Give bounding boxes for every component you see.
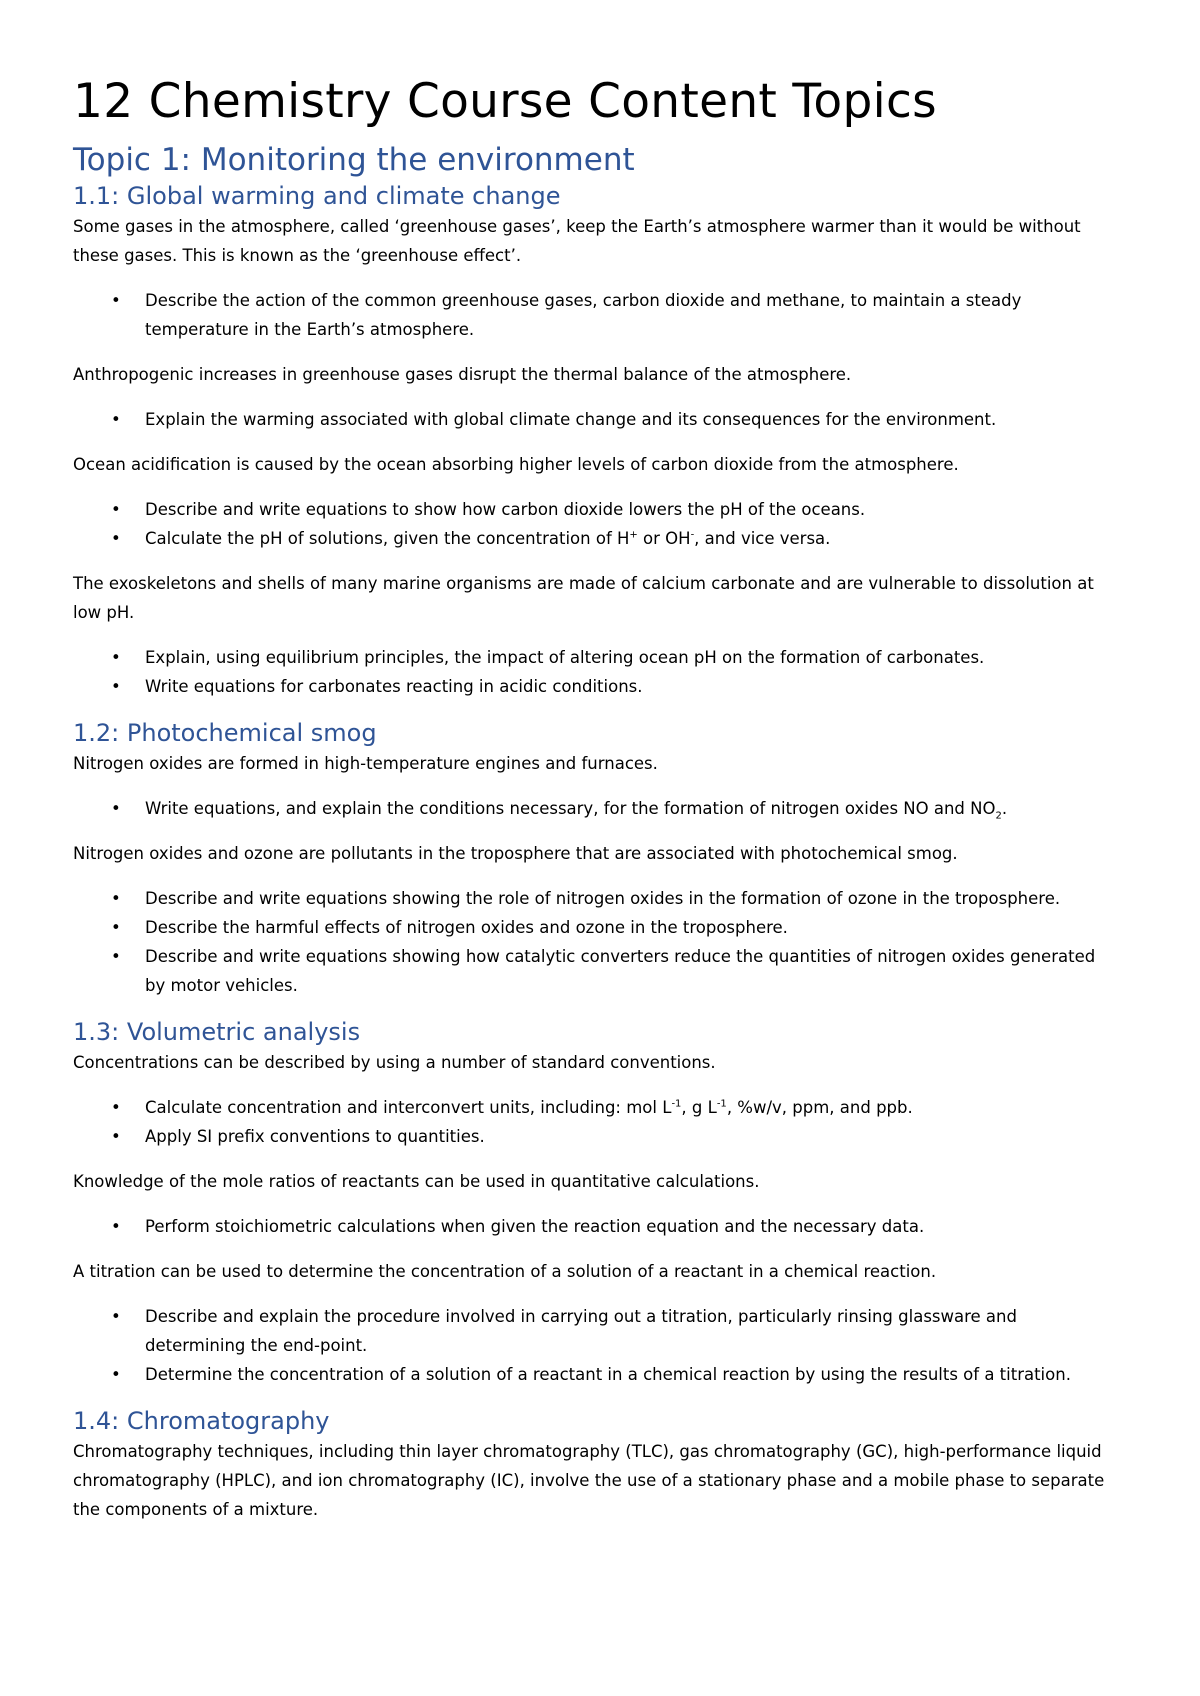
bullet-list (73, 794, 1120, 823)
paragraph: Ocean acidification is caused by the ocean absorbing higher levels of carbon dioxide from the atmosphere. (73, 455, 959, 474)
list-item (145, 1093, 1120, 1122)
list-item: • Explain, using equilibrium principles, the impact of altering ocean pH on the formation of carbonates. (145, 643, 1120, 672)
list-item: • Determine the concentration of a solution of a reactant in a chemical reaction by using the results of a titration. (145, 1360, 1120, 1389)
bullet-list (73, 286, 1120, 344)
list-item (145, 794, 1120, 823)
subscript: 2 (995, 810, 1002, 822)
list-item: • Describe the harmful effects of nitrogen oxides and ozone in the troposphere. (145, 913, 1120, 942)
bullet-list (73, 1302, 1120, 1389)
text-run: Calculate concentration and interconvert units, including: mol L (145, 1098, 672, 1117)
bullet-list (73, 1093, 1120, 1151)
list-item: • Explain the warming associated with global climate change and its consequences for the environment. (145, 405, 1120, 434)
superscript: + (629, 529, 638, 541)
paragraph: Anthropogenic increases in greenhouse gases disrupt the thermal balance of the atmosphere. (73, 365, 852, 384)
topic-1-heading: Topic 1: Monitoring the environment (73, 142, 635, 178)
list-item: • Describe and write equations to show how carbon dioxide lowers the pH of the oceans. (145, 495, 1120, 524)
bullet-list (73, 495, 1120, 553)
superscript: -1 (671, 1098, 682, 1110)
text-run: , g L (681, 1098, 717, 1117)
bullet-list (73, 643, 1120, 701)
superscript: -1 (716, 1098, 727, 1110)
document-title: 12 Chemistry Course Content Topics (73, 74, 937, 129)
section-1-2-heading: 1.2: Photochemical smog (73, 719, 377, 747)
bullet-list (73, 1212, 1120, 1241)
list-item (145, 524, 1120, 553)
paragraph: Chromatography techniques, including thin layer chromatography (TLC), gas chromatography (GC), high-performance liquid chromatography (HPLC), and ion chromatography (IC), involve the use of a stationary phase and a mobile phase to separate the components of a mixture. (73, 1442, 1105, 1519)
paragraph: Knowledge of the mole ratios of reactants can be used in quantitative calculations. (73, 1172, 760, 1191)
paragraph: Concentrations can be described by using a number of standard conventions. (73, 1053, 716, 1072)
list-item: • Apply SI prefix conventions to quantities. (145, 1122, 1120, 1151)
list-item: • Describe and explain the procedure involved in carrying out a titration, particularly rinsing glassware and determining the end-point. (145, 1302, 1120, 1360)
paragraph: Nitrogen oxides and ozone are pollutants in the troposphere that are associated with photochemical smog. (73, 844, 958, 863)
section-1-3-heading: 1.3: Volumetric analysis (73, 1018, 361, 1046)
text-run: or OH (637, 529, 691, 548)
section-1-4-heading: 1.4: Chromatography (73, 1407, 330, 1435)
list-item: • Describe the action of the common greenhouse gases, carbon dioxide and methane, to maintain a steady temperature in the Earth’s atmosphere. (145, 286, 1120, 344)
list-item: • Perform stoichiometric calculations when given the reaction equation and the necessary data. (145, 1212, 1120, 1241)
list-item: • Describe and write equations showing the role of nitrogen oxides in the formation of ozone in the troposphere. (145, 884, 1120, 913)
paragraph: The exoskeletons and shells of many marine organisms are made of calcium carbonate and are vulnerable to dissolution at low pH. (73, 574, 1094, 622)
bullet-list (73, 405, 1120, 434)
list-item: • Describe and write equations showing how catalytic converters reduce the quantities of nitrogen oxides generated by motor vehicles. (145, 942, 1120, 1000)
superscript: - (690, 529, 695, 541)
section-1-1-heading: 1.1: Global warming and climate change (73, 182, 561, 210)
paragraph: Some gases in the atmosphere, called ‘greenhouse gases’, keep the Earth’s atmosphere warmer than it would be without these gases. This is known as the ‘greenhouse effect’. (73, 217, 1081, 265)
text-run: , and vice versa. (694, 529, 831, 548)
text-run: , %w/v, ppm, and ppb. (726, 1098, 913, 1117)
list-item: • Write equations for carbonates reacting in acidic conditions. (145, 672, 1120, 701)
text-run: Calculate the pH of solutions, given the concentration of H (145, 529, 630, 548)
text-run: . (1001, 799, 1008, 818)
bullet-list (73, 884, 1120, 1000)
paragraph: Nitrogen oxides are formed in high-temperature engines and furnaces. (73, 754, 658, 773)
text-run: Write equations, and explain the conditions necessary, for the formation of nitrogen oxides NO and NO (145, 799, 996, 818)
paragraph: A titration can be used to determine the concentration of a solution of a reactant in a chemical reaction. (73, 1262, 937, 1281)
